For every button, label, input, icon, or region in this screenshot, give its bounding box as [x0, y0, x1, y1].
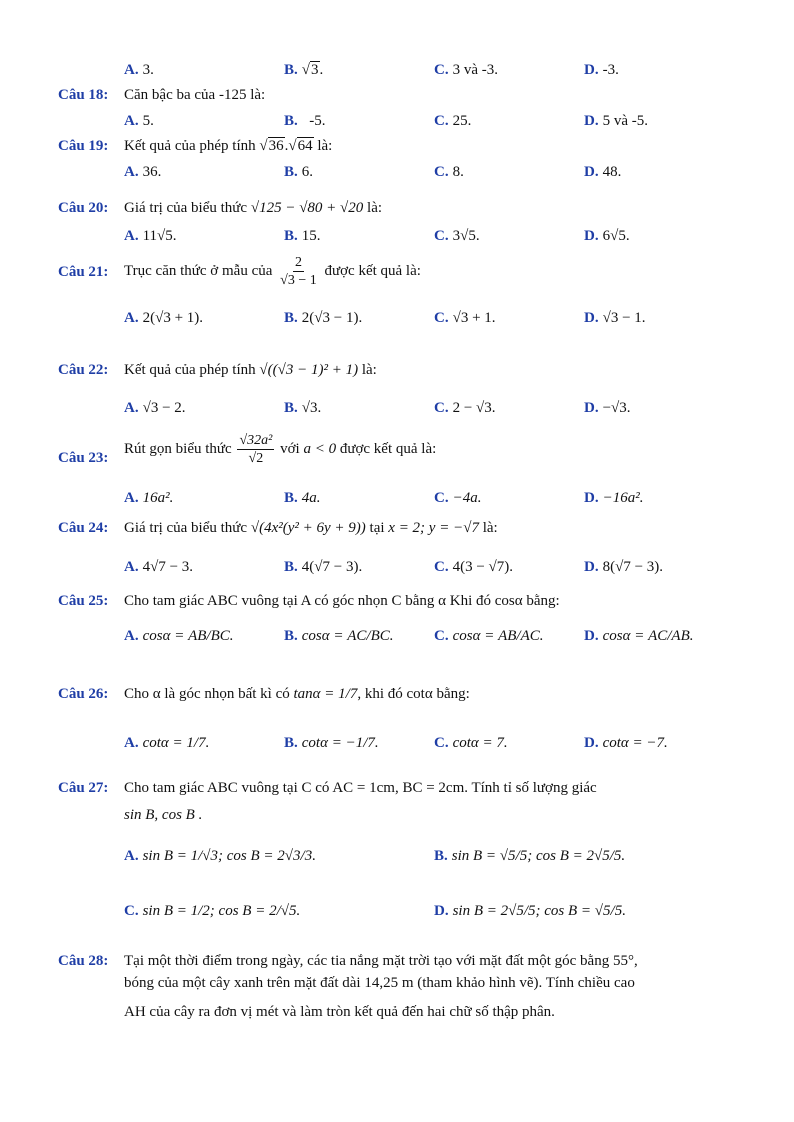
q20-option-c[interactable]: C. 3√5.: [434, 228, 480, 244]
q21-option-b[interactable]: B. 2(√3 − 1).: [284, 310, 363, 326]
q20-label: Câu 20:: [58, 200, 109, 216]
q20-option-a[interactable]: A. 11√5.: [124, 228, 177, 244]
q19-text: Kết quả của phép tính √36.√64 là:: [124, 138, 333, 154]
q22-text: Kết quả của phép tính √((√3 − 1)² + 1) là:: [124, 362, 377, 378]
q25-option-c[interactable]: C. cosα = AB/AC.: [434, 628, 544, 644]
q28-line1: Tại một thời điểm trong ngày, các tia nắng mặt trời tạo với mặt đất một góc bằng 55°,: [124, 953, 638, 969]
q26-option-a[interactable]: A. cotα = 1/7.: [124, 735, 210, 751]
q26-label: Câu 26:: [58, 686, 109, 702]
q27-option-b[interactable]: B. sin B = √5/5; cos B = 2√5/5.: [434, 848, 626, 864]
q21-fraction: $\frac{2}{√3 - 1}$: [280, 255, 317, 288]
q22-option-d[interactable]: D. −√3.: [584, 400, 631, 416]
q27-text: Cho tam giác ABC vuông tại C có AC = 1cm, BC = 2cm. Tính tỉ số lượng giác: [124, 780, 597, 796]
q17-option-b[interactable]: B. √3.: [284, 62, 324, 78]
q27-option-d[interactable]: D. sin B = 2√5/5; cos B = √5/5.: [434, 903, 626, 919]
q24-expression: √(4x²(y² + 6y + 9)): [250, 520, 366, 536]
q18-option-a[interactable]: A. 5.: [124, 113, 154, 129]
q22-expression: √((√3 − 1)² + 1): [259, 362, 359, 378]
q28-line2: bóng của một cây xanh trên mặt đất dài 14,25 m (tham khảo hình vẽ). Tính chiều cao: [124, 975, 635, 991]
q26-option-d[interactable]: D. cotα = −7.: [584, 735, 668, 751]
q22-option-b[interactable]: B. √3.: [284, 400, 322, 416]
q21-option-d[interactable]: D. √3 − 1.: [584, 310, 646, 326]
q21-option-a[interactable]: A. 2(√3 + 1).: [124, 310, 204, 326]
q19-option-d[interactable]: D. 48.: [584, 164, 622, 180]
q23-fraction: $\frac{\text{√32a²}}{√2}$: [239, 433, 273, 466]
q24-option-d[interactable]: D. 8(√7 − 3).: [584, 559, 664, 575]
q17-option-a[interactable]: A. 3.: [124, 62, 154, 78]
q28-label: Câu 28:: [58, 953, 109, 969]
q28-line3: AH của cây ra đơn vị mét và làm tròn kết quả đến hai chữ số thập phân.: [124, 1004, 555, 1020]
q20-option-b[interactable]: B. 15.: [284, 228, 321, 244]
q23-option-a[interactable]: A. 16a².: [124, 490, 174, 506]
q18-label: Câu 18:: [58, 87, 109, 103]
q20-expression: √125 − √80 + √20: [250, 200, 364, 216]
q17-option-c[interactable]: C. 3 và -3.: [434, 62, 498, 78]
q20-option-d[interactable]: D. 6√5.: [584, 228, 630, 244]
q17-option-d[interactable]: D. -3.: [584, 62, 619, 78]
q19-label: Câu 19:: [58, 138, 109, 154]
q21-text: Trục căn thức ở mẫu của $\frac{2}{√3 - 1}$ được kết quả là:: [124, 255, 421, 288]
q23-option-b[interactable]: B. 4a.: [284, 490, 321, 506]
q27-option-c[interactable]: C. sin B = 1/2; cos B = 2/√5.: [124, 903, 301, 919]
q27-label: Câu 27:: [58, 780, 109, 796]
q21-option-c[interactable]: C. √3 + 1.: [434, 310, 496, 326]
q19-option-b[interactable]: B. 6.: [284, 164, 314, 180]
q23-option-c[interactable]: C. −4a.: [434, 490, 482, 506]
q19-option-c[interactable]: C. 8.: [434, 164, 464, 180]
q19-option-a[interactable]: A. 36.: [124, 164, 162, 180]
q21-label: Câu 21:: [58, 264, 109, 280]
q25-option-a[interactable]: A. cosα = AB/BC.: [124, 628, 234, 644]
q25-label: Câu 25:: [58, 593, 109, 609]
q26-text: Cho α là góc nhọn bất kì có tanα = 1/7, khi đó cotα bằng:: [124, 686, 470, 702]
q18-text: Căn bậc ba của -125 là:: [124, 87, 266, 103]
q22-option-c[interactable]: C. 2 − √3.: [434, 400, 496, 416]
q18-option-c[interactable]: C. 25.: [434, 113, 472, 129]
q27-text-line2: sin B, cos B .: [124, 807, 203, 823]
q26-option-b[interactable]: B. cotα = −1/7.: [284, 735, 379, 751]
q25-option-d[interactable]: D. cosα = AC/AB.: [584, 628, 694, 644]
q22-label: Câu 22:: [58, 362, 109, 378]
q20-text: Giá trị của biểu thức √125 − √80 + √20 là:: [124, 200, 383, 216]
q27-option-a[interactable]: A. sin B = 1/√3; cos B = 2√3/3.: [124, 848, 316, 864]
q18-option-b[interactable]: B. -5.: [284, 113, 326, 129]
q25-text: Cho tam giác ABC vuông tại A có góc nhọn C bằng α Khi đó cosα bằng:: [124, 593, 560, 609]
q22-option-a[interactable]: A. √3 − 2.: [124, 400, 186, 416]
q26-option-c[interactable]: C. cotα = 7.: [434, 735, 508, 751]
q23-option-d[interactable]: D. −16a².: [584, 490, 644, 506]
q25-option-b[interactable]: B. cosα = AC/BC.: [284, 628, 394, 644]
q24-option-a[interactable]: A. 4√7 − 3.: [124, 559, 194, 575]
q23-text: Rút gọn biểu thức $\frac{\text{√32a²}}{√2}$ với a < 0 được kết quả là:: [124, 433, 437, 466]
q24-option-c[interactable]: C. 4(3 − √7).: [434, 559, 514, 575]
q18-option-d[interactable]: D. 5 và -5.: [584, 113, 648, 129]
q24-option-b[interactable]: B. 4(√7 − 3).: [284, 559, 363, 575]
q23-label: Câu 23:: [58, 450, 109, 466]
q24-label: Câu 24:: [58, 520, 109, 536]
q24-text: Giá trị của biểu thức √(4x²(y² + 6y + 9)) tại x = 2; y = −√7 là:: [124, 520, 498, 536]
